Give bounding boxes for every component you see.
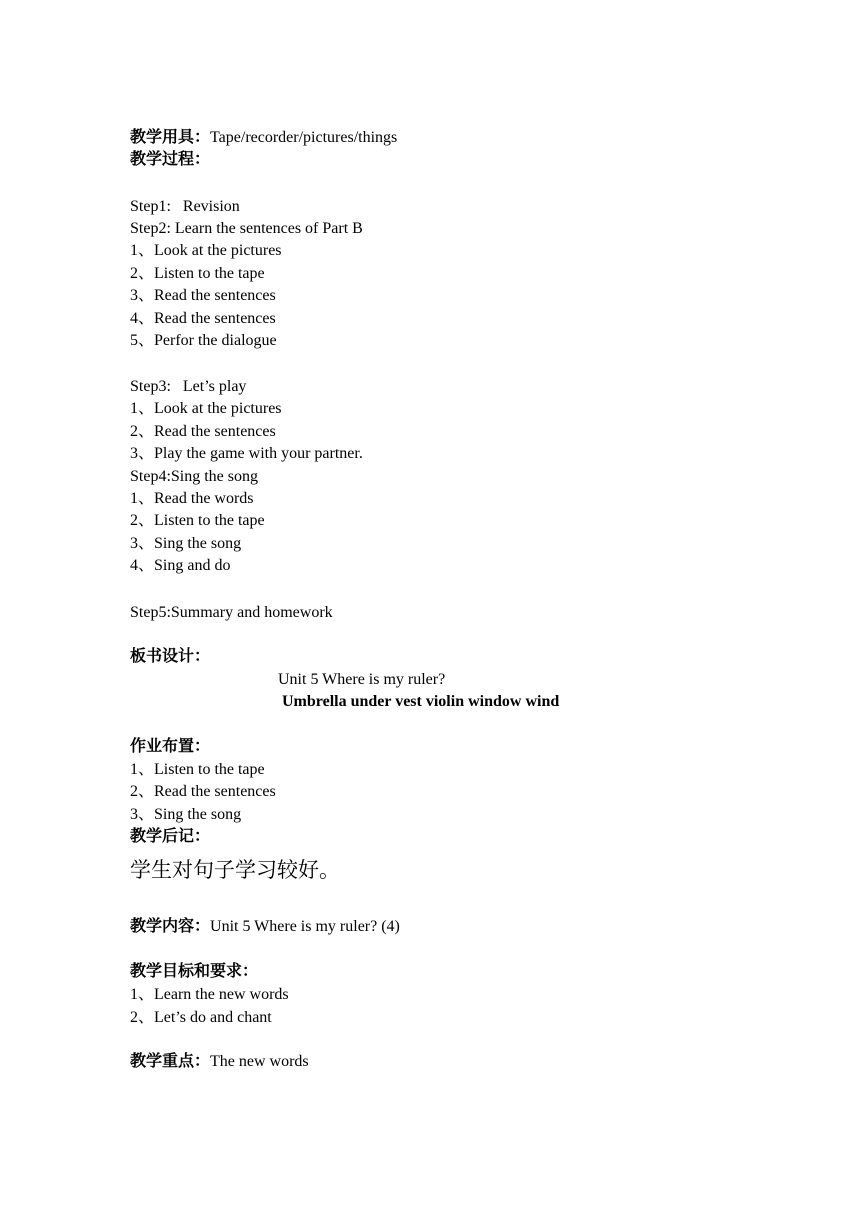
teaching-tools-line — [130, 128, 397, 148]
step2-item: 4、Read the sentences — [130, 310, 276, 327]
step4-title: Step4:Sing the song — [130, 468, 259, 485]
step3-item: 3、Play the game with your partner. — [130, 445, 363, 462]
teaching-content-value: Unit 5 Where is my ruler? (4) — [210, 918, 400, 935]
step2-item: 5、Perfor the dialogue — [130, 332, 277, 349]
step4-item: 4、Sing and do — [130, 557, 231, 574]
teaching-content-label: 教学内容： — [130, 918, 211, 935]
reflection-label: 教学后记： — [130, 828, 211, 845]
goals-item: 2、Let’s do and chant — [130, 1009, 272, 1026]
step4-item: 3、Sing the song — [130, 535, 242, 552]
homework-label: 作业布置： — [130, 738, 211, 755]
teaching-process-label: 教学过程： — [130, 151, 211, 168]
teaching-focus-label: 教学重点： — [130, 1053, 211, 1070]
teaching-goals-label: 教学目标和要求： — [130, 963, 259, 980]
step2-title: Step2: Learn the sentences of Part B — [130, 220, 363, 237]
homework-item: 3、Sing the song — [130, 806, 242, 823]
step3-item: 1、Look at the pictures — [130, 400, 282, 417]
board-words: Umbrella under vest violin window wind — [282, 693, 560, 710]
teaching-focus-line — [130, 1052, 309, 1072]
step3-item: 2、Read the sentences — [130, 423, 276, 440]
board-design-label: 板书设计： — [130, 648, 211, 665]
board-title: Unit 5 Where is my ruler? — [278, 671, 446, 688]
step2-item: 3、Read the sentences — [130, 287, 276, 304]
step3-title: Step3: Let’s play — [130, 378, 247, 395]
step4-item: 1、Read the words — [130, 490, 254, 507]
step4-item: 2、Listen to the tape — [130, 512, 265, 529]
reflection-text: 学生对句子学习较好。 — [130, 858, 340, 882]
step2-item: 2、Listen to the tape — [130, 265, 265, 282]
teaching-content-line — [130, 917, 400, 937]
goals-item: 1、Learn the new words — [130, 986, 289, 1003]
teaching-tools-value: Tape/recorder/pictures/things — [210, 129, 398, 146]
homework-item: 2、Read the sentences — [130, 783, 276, 800]
step1-title: Step1: Revision — [130, 198, 240, 215]
homework-item: 1、Listen to the tape — [130, 761, 265, 778]
step2-item: 1、Look at the pictures — [130, 242, 282, 259]
step5-title: Step5:Summary and homework — [130, 604, 333, 621]
teaching-focus-value: The new words — [210, 1053, 309, 1070]
teaching-tools-label: 教学用具： — [130, 129, 211, 146]
